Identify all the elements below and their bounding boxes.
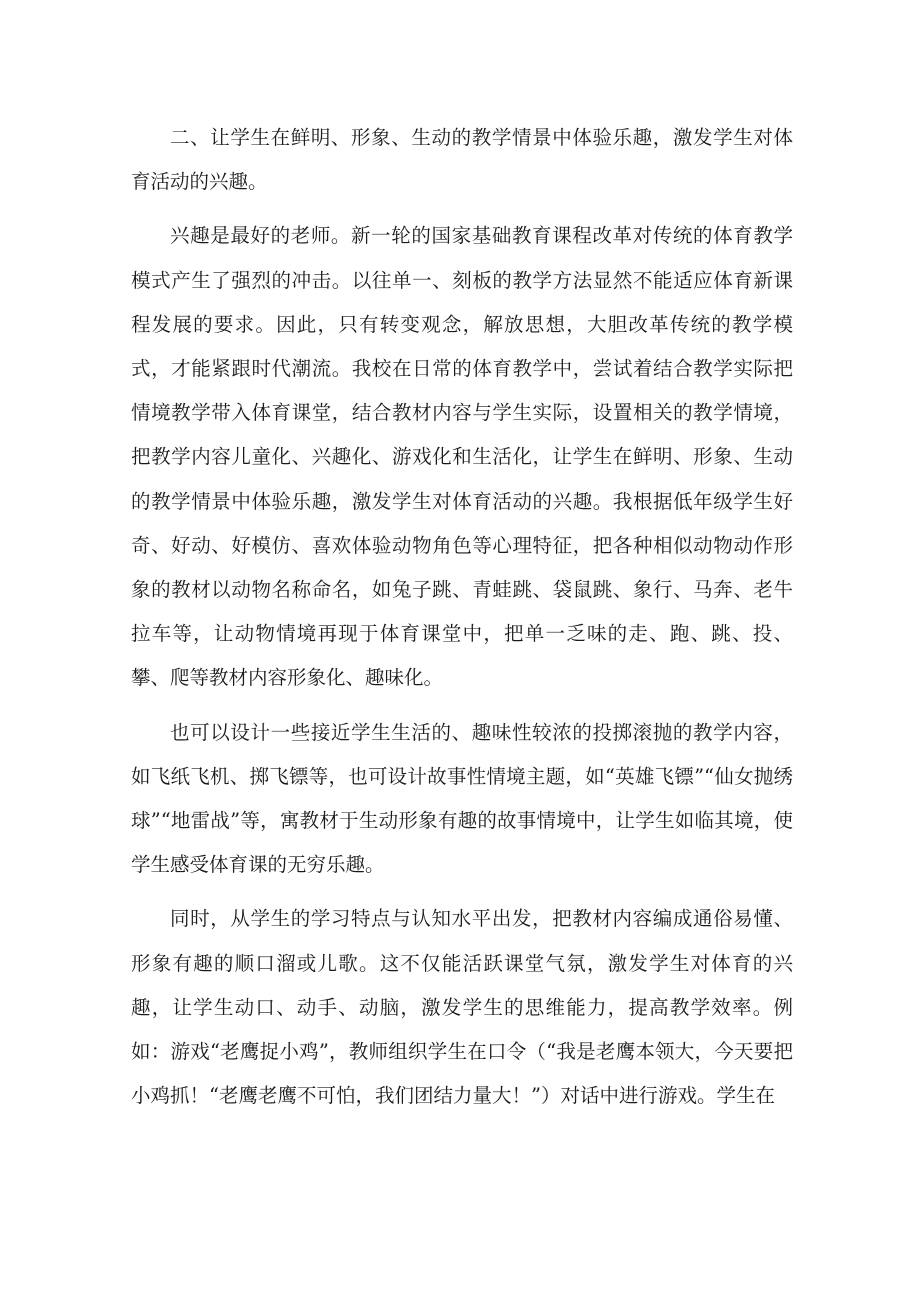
paragraph: 同时，从学生的学习特点与认知水平出发，把教材内容编成通俗易懂、形象有趣的顺口溜或儿歌。这不仅能活跃课堂气氛，激发学生对体育的兴趣，让学生动口、动手、动脑，激发学生的思维能力，提高教学效率。例如：游戏“老鹰捉小鸡”，教师组织学生在口令（“我是老鹰本领大，今天要把小鸡抓！“老鹰老鹰不可怕，我们团结力量大！”）对话中进行游戏。学生在	[131, 907, 793, 1108]
paragraph-heading: 二、让学生在鲜明、形象、生动的教学情景中体验乐趣，激发学生对体育活动的兴趣。	[131, 126, 793, 194]
paragraph: 兴趣是最好的老师。新一轮的国家基础教育课程改革对传统的体育教学模式产生了强烈的冲击。以往单一、刻板的教学方法显然不能适应体育新课程发展的要求。因此，只有转变观念，解放思想，大胆改革传统的教学模式，才能紧跟时代潮流。我校在日常的体育教学中，尝试着结合教学实际把情境教学带入体育课堂，结合教材内容与学生实际，设置相关的教学情境，把教学内容儿童化、兴趣化、游戏化和生活化，让学生在鲜明、形象、生动的教学情景中体验乐趣，激发学生对体育活动的兴趣。我根据低年级学生好奇、好动、好模仿、喜欢体验动物角色等心理特征，把各种相似动物动作形象的教材以动物名称命名，如兔子跳、青蛙跳、袋鼠跳、象行、马奔、老牛拉车等，让动物情境再现于体育课堂中，把单一乏味的走、跑、跳、投、攀、爬等教材内容形象化、趣味化。	[131, 224, 793, 690]
document-body	[131, 116, 793, 1128]
paragraph: 也可以设计一些接近学生生活的、趣味性较浓的投掷滚抛的教学内容，如飞纸飞机、掷飞镖等，也可设计故事性情境主题，如“英雄飞镖”“仙女抛绣球”“地雷战”等，寓教材于生动形象有趣的故事情境中，让学生如临其境，使学生感受体育课的无穷乐趣。	[131, 720, 793, 877]
